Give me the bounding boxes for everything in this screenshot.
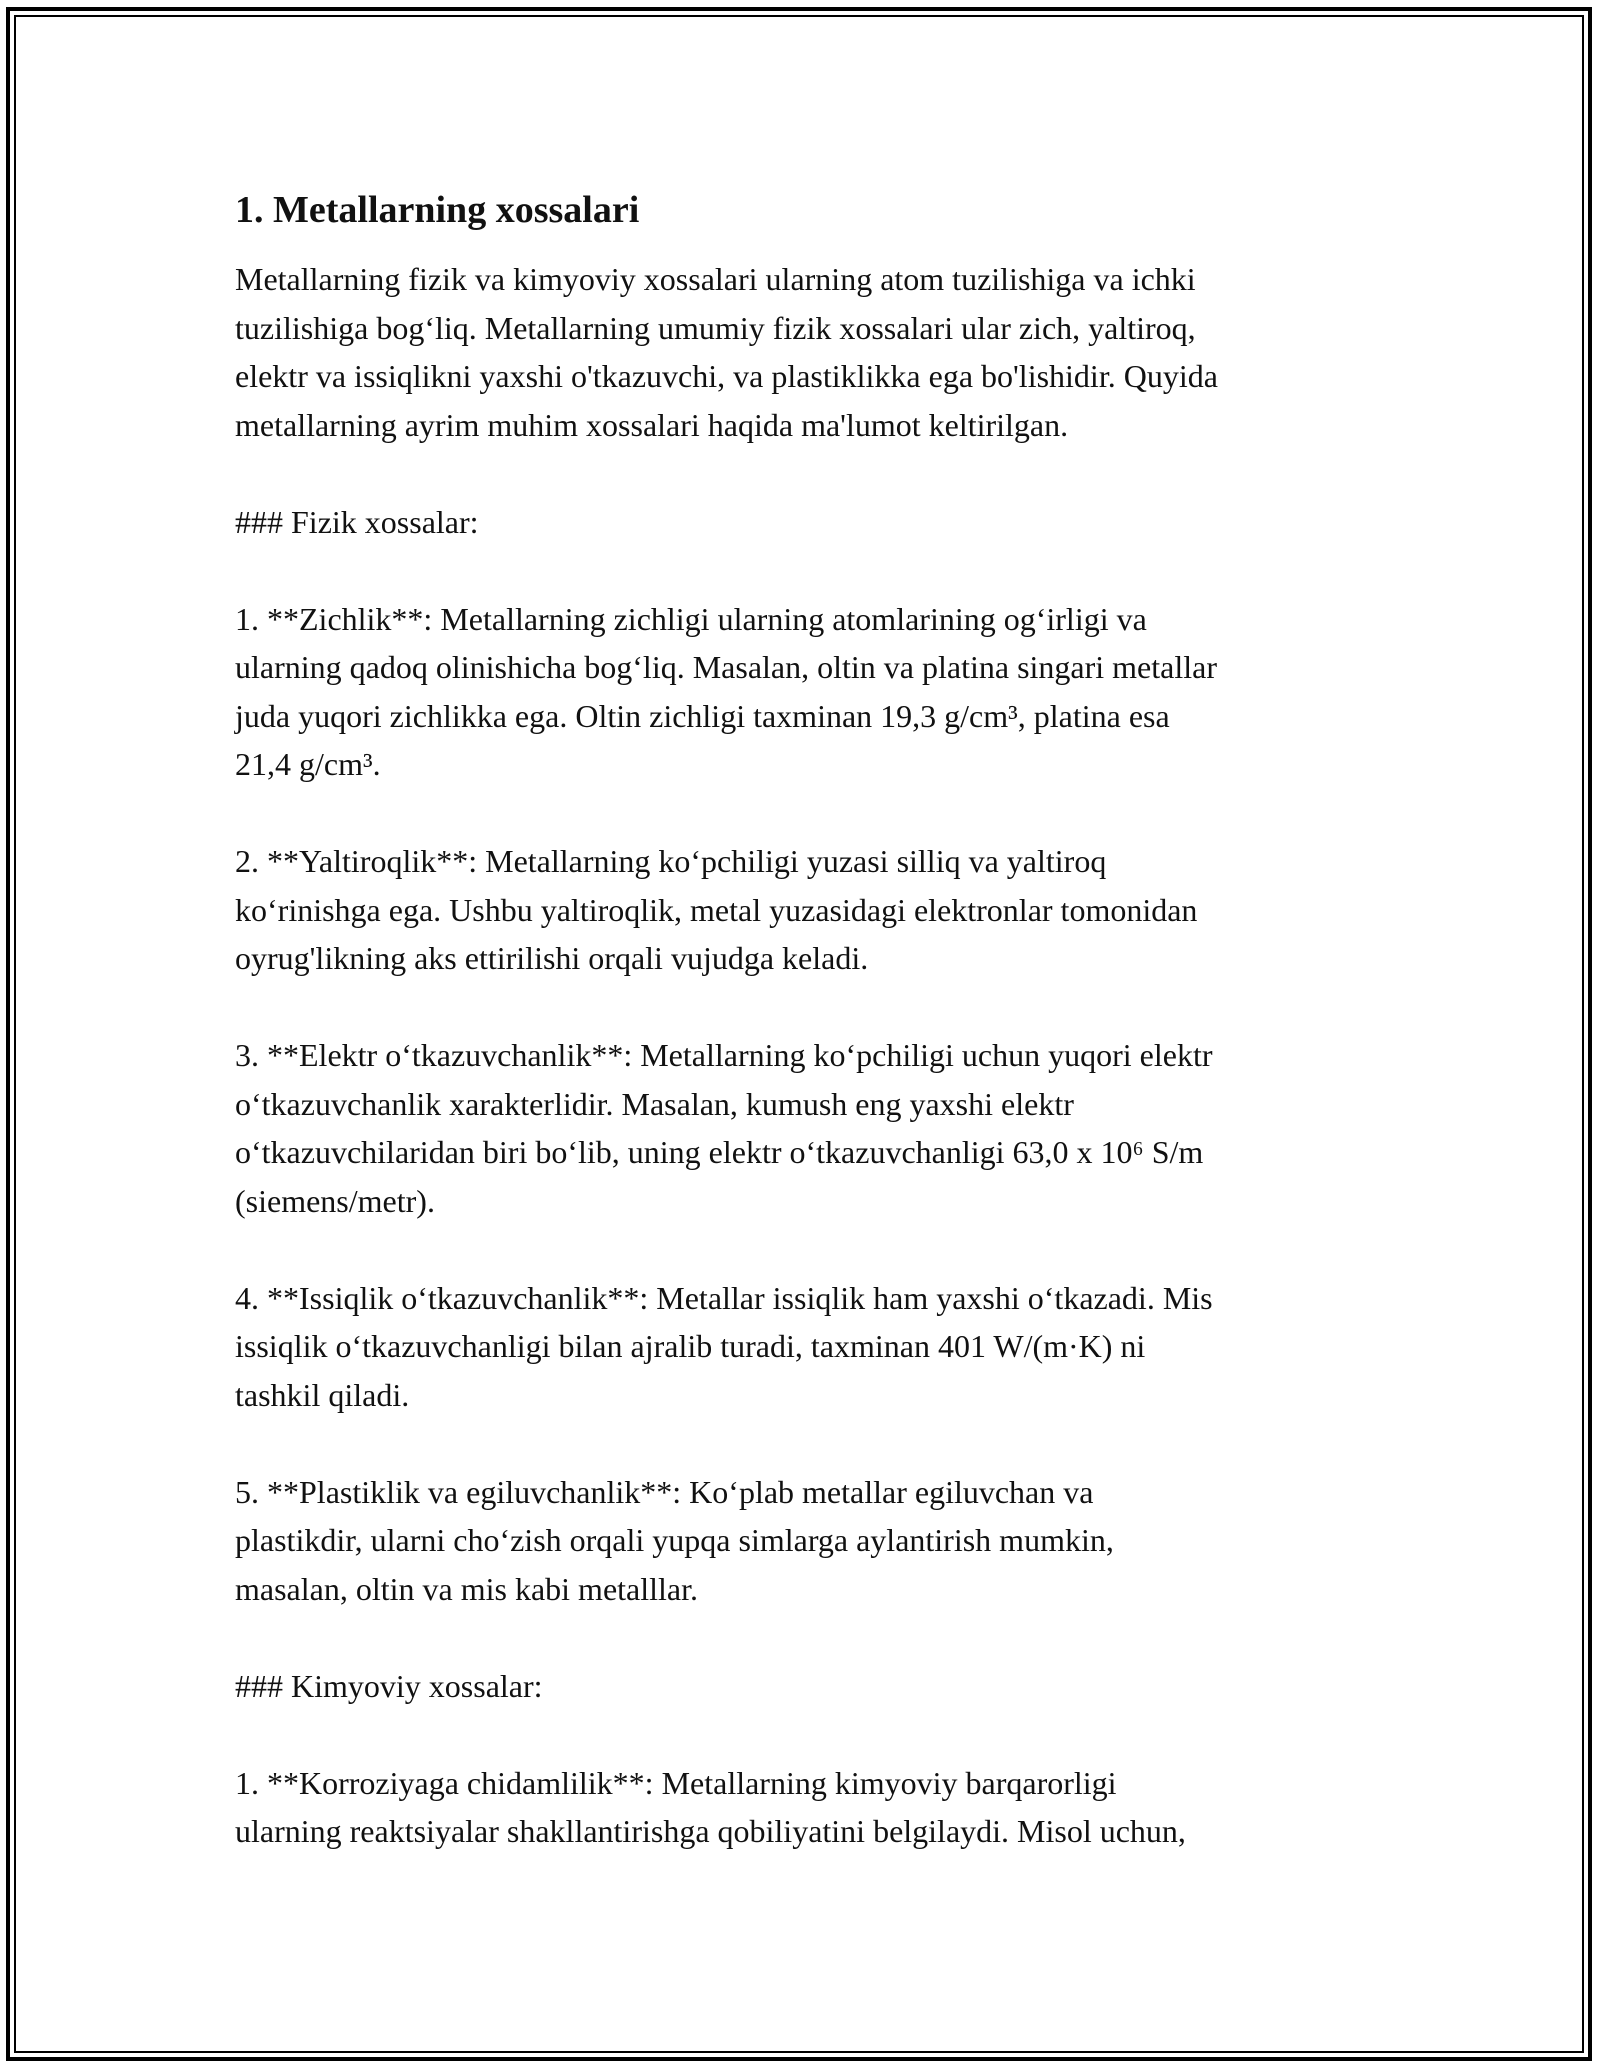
physical-item-luster: 2. **Yaltiroqlik**: Metallarning ko‘pchiligi yuzasi silliq va yaltiroq ko‘rinishga ega. Ushbu yaltiroqlik, metal yuzasidagi elektronlar tomonidan oyrug'likning aks ettirilishi orqali vujudga keladi. xyxy=(235,843,1198,976)
physical-item-plasticity: 5. **Plastiklik va egiluvchanlik**: Ko‘plab metallar egiluvchan va plastikdir, ularni cho‘zish orqali yupqa simlarga aylantirish mumkin, masalan, oltin va mis kabi metalllar. xyxy=(235,1473,1114,1607)
physical-item-thermal-conductivity: 4. **Issiqlik o‘tkazuvchanlik**: Metallar issiqlik ham yaxshi o‘tkazadi. Mis issiqlik o‘tkazuvchanligi bilan ajralib turadi, taxminan 401 W/(m·K) ni tashkil qiladi. xyxy=(235,1279,1213,1413)
physical-item-density: 1. **Zichlik**: Metallarning zichligi ularning atomlarining og‘irligi va ularning qadoq olinishicha bog‘liq. Masalan, oltin va platina singari metallar juda yuqori zichlikka ega. Oltin zichligi taxminan 19,3 g/cm³, platina esa 21,4 g/cm³. xyxy=(235,600,1217,782)
document-body xyxy=(235,185,1375,1904)
intro-paragraph: Metallarning fizik va kimyoviy xossalari ularning atom tuzilishiga va ichki tuzilishiga bog‘liq. Metallarning umumiy fizik xossalari ular zich, yaltiroq, elektr va issiqlikni yaxshi o'tkazuvchi, va plastiklikka ega bo'lishidir. Quyida metallarning ayrim muhim xossalari haqida ma'lumot keltirilgan. xyxy=(235,261,1218,443)
document-title: 1. Metallarning xossalari xyxy=(235,189,640,231)
physical-properties-heading: ### Fizik xossalar: xyxy=(235,503,479,540)
chemical-item-corrosion-resistance: 1. **Korroziyaga chidamlilik**: Metallarning kimyoviy barqarorligi ularning reaktsiyalar shakllantirishga qobiliyatini belgilaydi. Misol uchun, xyxy=(235,1764,1186,1849)
physical-item-electrical-conductivity: 3. **Elektr o‘tkazuvchanlik**: Metallarning ko‘pchiligi uchun yuqori elektr o‘tkazuvchanlik xarakterlidir. Masalan, kumush eng yaxshi elektr o‘tkazuvchilaridan biri bo‘lib, uning elektr o‘tkazuvchanligi 63,0 x 10⁶ S/m (siemens/metr). xyxy=(235,1037,1213,1219)
chemical-properties-heading: ### Kimyoviy xossalar: xyxy=(235,1667,543,1704)
